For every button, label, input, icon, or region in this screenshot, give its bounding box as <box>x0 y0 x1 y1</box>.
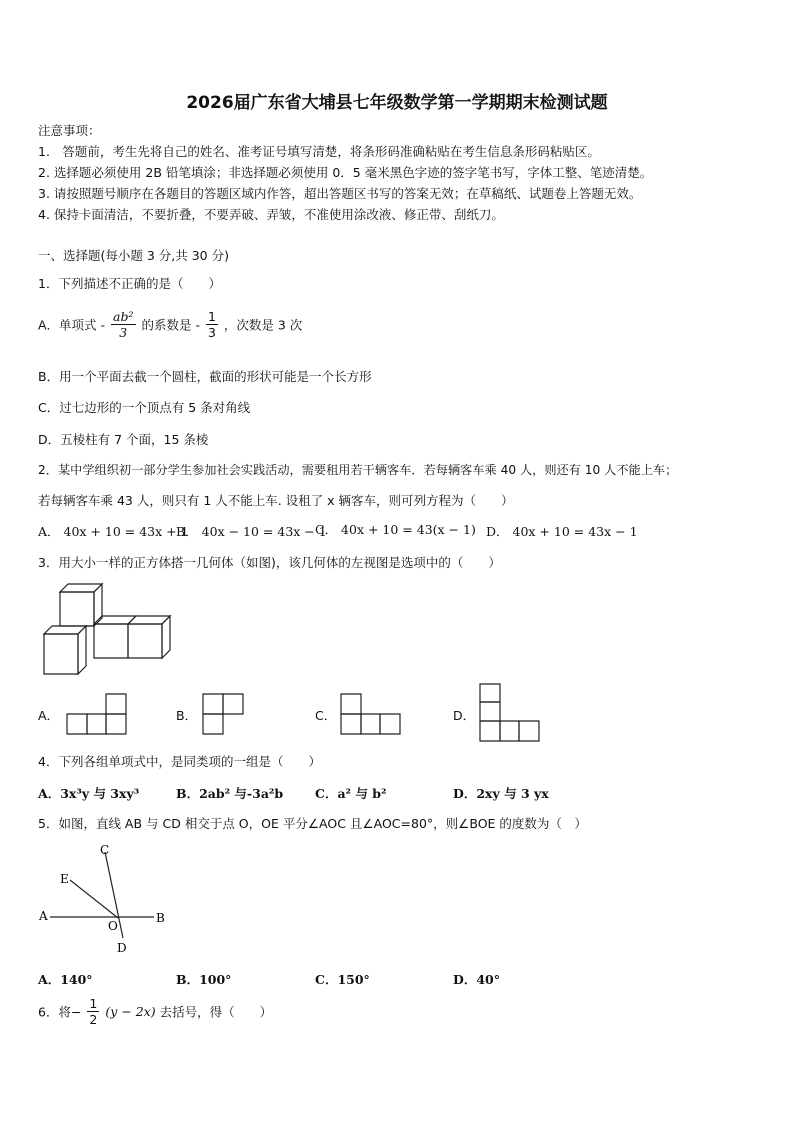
q5-option-d: D．40° <box>453 972 500 987</box>
q1-a-fraction-2 <box>206 309 218 340</box>
q2-option-c: C． 40x + 10 = 43(x − 1) <box>315 522 476 537</box>
label-e: E <box>60 872 69 886</box>
q4-stem: 4．下列各组单项式中，是同类项的一组是（ ） <box>38 754 321 769</box>
q1-a-mid: 的系数是 - <box>141 317 200 333</box>
label-o: O <box>108 919 118 933</box>
label-b: B <box>156 911 165 925</box>
q1-a-prefix: A．单项式 - <box>38 317 106 333</box>
q3-option-a-label: A． <box>38 708 60 723</box>
q3-option-d-figure <box>479 683 541 743</box>
q3-stem: 3．用大小一样的正方体搭一几何体（如图)，该几何体的左视图是选项中的（ ） <box>38 555 501 570</box>
q1-option-b: B．用一个平面去截一个圆柱，截面的形状可能是一个长方形 <box>38 369 372 384</box>
section-heading: 一、选择题(每小题 3 分,共 30 分) <box>38 248 229 263</box>
q4-option-b: B．2ab² 与-3a²b <box>176 786 284 801</box>
notice-item-4: 4. 保持卡面清洁，不要折叠，不要弄破、弄皱，不准使用涂改液、修正带、刮纸刀。 <box>38 207 504 222</box>
q3-option-c-label: C． <box>315 708 337 723</box>
q3-option-b-figure <box>202 693 244 735</box>
q5-stem: 5．如图，直线 AB 与 CD 相交于点 O，OE 平分∠AOC 且∠AOC=80°，则∠BOE 的度数为（ ） <box>38 816 587 831</box>
q2-line-1: 2．某中学组织初一部分学生参加社会实践活动，需要租用若干辆客车．若每辆客车乘 40 人，则还有 10 人不能上车； <box>38 463 678 477</box>
q2-line-2: 若每辆客车乘 43 人，则只有 1 人不能上车. 设租了 x 辆客车，则可列方程为（ ） <box>38 493 514 508</box>
q3-option-c-figure <box>340 693 402 735</box>
q4-option-c: C．a² 与 b² <box>315 786 387 801</box>
q6-stem <box>38 996 272 1027</box>
notice-heading: 注意事项： <box>38 123 101 138</box>
q2-option-d: D． 40x + 10 = 43x − 1 <box>486 524 638 539</box>
q5-option-b: B．100° <box>176 972 232 987</box>
q1-a-numerator-2: 1 <box>207 309 216 324</box>
q1-a-denominator-2: 3 <box>207 325 216 340</box>
q6-denominator: 2 <box>89 1012 98 1027</box>
q3-option-a-figure <box>66 693 128 735</box>
q6-expression: (y − 2x) <box>105 1004 156 1019</box>
page-title: 2026届广东省大埔县七年级数学第一学期期末检测试题 <box>186 93 608 113</box>
q1-option-d: D．五棱柱有 7 个面，15 条棱 <box>38 432 209 447</box>
q3-option-d-label: D． <box>453 708 476 723</box>
notice-item-3: 3. 请按照题号顺序在各题目的答题区域内作答，超出答题区书写的答案无效；在草稿纸、试题卷上答题无效。 <box>38 186 642 201</box>
q2-option-b: B． 40x − 10 = 43x − 1 <box>176 524 327 539</box>
q1-option-c: C．过七边形的一个顶点有 5 条对角线 <box>38 400 251 415</box>
label-d: D <box>117 941 127 955</box>
q6-prefix: 6．将− <box>38 1004 82 1020</box>
q1-a-suffix: ，次数是 3 次 <box>223 317 303 333</box>
q6-numerator: 1 <box>89 996 98 1011</box>
q3-solid-figure <box>40 582 172 678</box>
label-c: C <box>100 843 110 857</box>
q6-suffix: 去括号，得（ ） <box>159 1004 273 1020</box>
notice-item-1: 1. 答题前，考生先将自己的姓名、准考证号填写清楚，将条形码准确粘贴在考生信息条形码粘贴区。 <box>38 144 600 159</box>
notice-item-2: 2. 选择题必须使用 2B 铅笔填涂；非选择题必须使用 0．5 毫米黑色字迹的签字笔书写，字体工整、笔迹清楚。 <box>38 165 653 180</box>
q1-a-denominator: 3 <box>119 325 128 340</box>
q1-a-fraction <box>111 309 135 340</box>
q1-stem: 1．下列描述不正确的是（ ） <box>38 276 221 291</box>
ray-oe <box>70 880 118 918</box>
q5-option-a: A．140° <box>38 972 93 987</box>
q1-a-numerator: ab² <box>113 309 134 324</box>
q1-option-a <box>38 309 302 340</box>
q4-option-d: D．2xy 与 3 yx <box>453 786 549 801</box>
q5-angle-figure <box>36 840 176 960</box>
q5-option-c: C．150° <box>315 972 370 987</box>
q4-option-a: A．3x³y 与 3xy³ <box>38 786 140 801</box>
q3-option-b-label: B． <box>176 708 198 723</box>
q6-fraction <box>87 996 99 1027</box>
label-a: A <box>39 909 48 923</box>
q2-option-a: A． 40x + 10 = 43x + 1 <box>38 524 189 539</box>
